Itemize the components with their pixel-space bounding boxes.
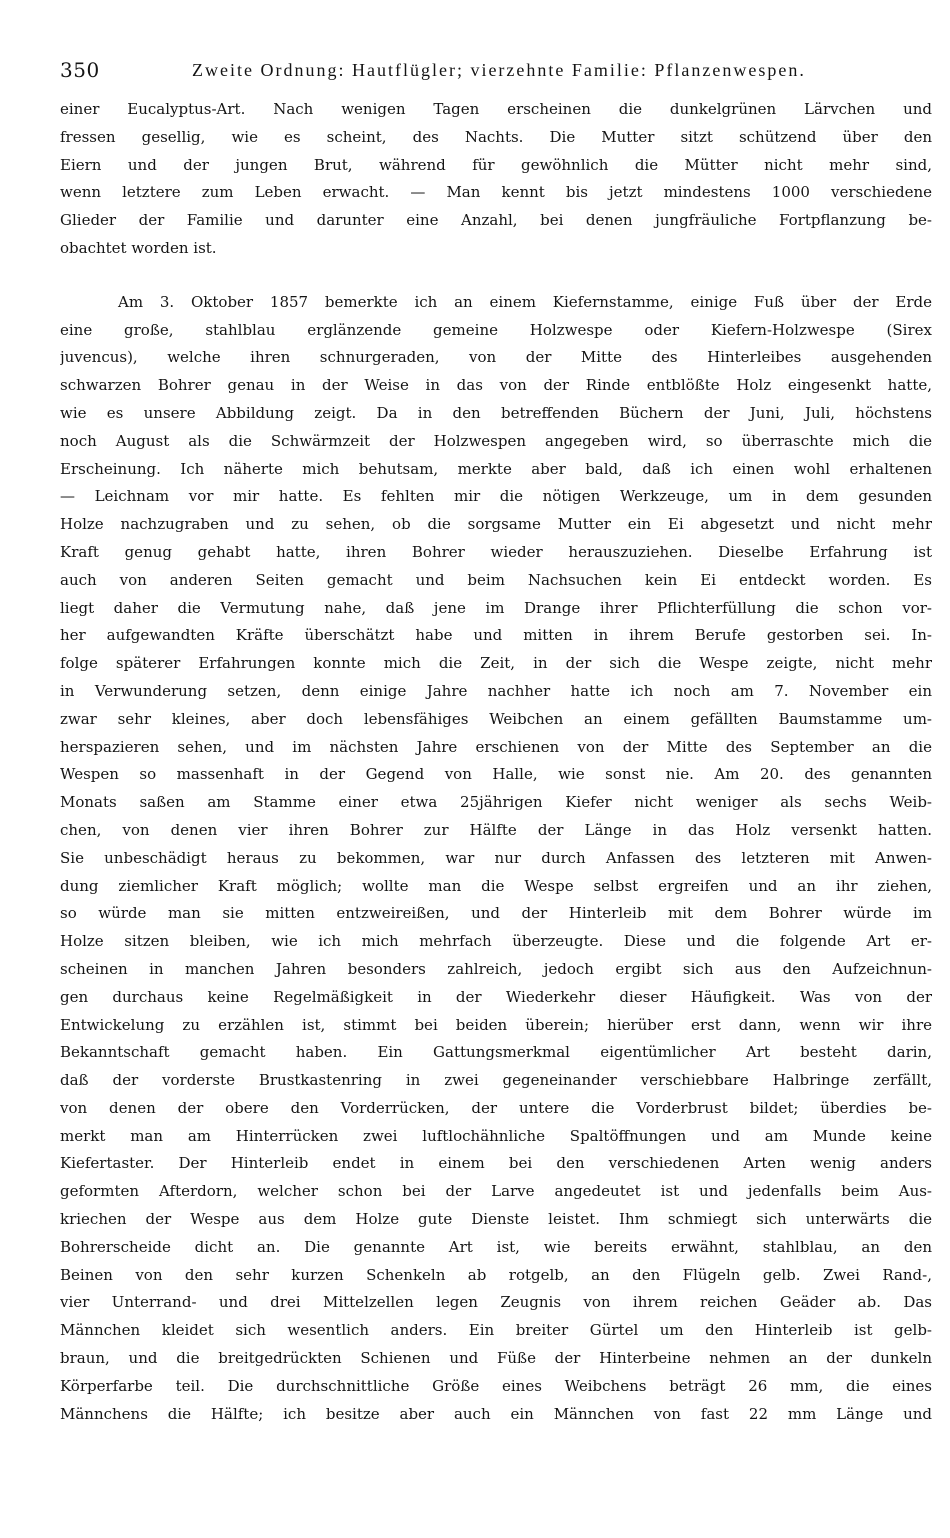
text-line: Bekanntschaft gemacht haben. Ein Gattungsmerkmal eigentümlicher Art besteht darin,: [60, 1043, 932, 1062]
text-line: Körperfarbe teil. Die durchschnittliche Größe eines Weibchens beträgt 26 mm, die eines: [60, 1376, 932, 1395]
text-line: juvencus), welche ihren schnurgeraden, von der Mitte des Hinterleibes ausgehenden: [60, 348, 932, 367]
page-number: 350: [60, 58, 100, 82]
text-line: Eiern und der jungen Brut, während für gewöhnlich die Mütter nicht mehr sind,: [60, 155, 932, 174]
text-line: Erscheinung. Ich näherte mich behutsam, merkte aber bald, daß ich einen wohl erhaltenen: [60, 459, 932, 478]
text-line: von denen der obere den Vorderrücken, der untere die Vorderbrust bildet; überdies be-: [60, 1098, 932, 1117]
text-line: braun, und die breitgedrückten Schienen und Füße der Hinterbeine nehmen an der dunkeln: [60, 1349, 932, 1368]
text-line: Wespen so massenhaft in der Gegend von Halle, wie sonst nie. Am 20. des genannten: [60, 765, 932, 784]
text-line: einer Eucalyptus-Art. Nach wenigen Tagen erscheinen die dunkelgrünen Lärvchen und: [60, 100, 932, 118]
text-line: Bohrerscheide dicht an. Die genannte Art ist, wie bereits erwähnt, stahlblau, an den: [60, 1237, 932, 1256]
text-line: her aufgewandten Kräfte überschätzt habe und mitten in ihrem Berufe gestorben sei. In-: [60, 626, 932, 645]
text-line: dung ziemlicher Kraft möglich; wollte man die Wespe selbst ergreifen und an ihr ziehen,: [60, 876, 932, 895]
text-line: — Leichnam vor mir hatte. Es fehlten mir die nötigen Werkzeuge, um in dem gesunden: [60, 487, 932, 506]
text-line: Sie unbeschädigt heraus zu bekommen, war nur durch Anfassen des letzteren mit Anwen-: [60, 848, 932, 867]
text-line: Männchens die Hälfte; ich besitze aber auch ein Männchen von fast 22 mm Länge und: [60, 1404, 932, 1423]
text-line: kriechen der Wespe aus dem Holze gute Dienste leistet. Ihm schmiegt sich unterwärts die: [60, 1210, 932, 1229]
text-line: geformten Afterdorn, welcher schon bei der Larve angedeutet ist und jedenfalls beim Aus-: [60, 1182, 932, 1201]
text-line: in Verwunderung setzen, denn einige Jahre nachher hatte ich noch am 7. November ein: [60, 681, 932, 700]
text-line: Kraft genug gehabt hatte, ihren Bohrer wieder herauszuziehen. Dieselbe Erfahrung ist: [60, 542, 932, 561]
text-line: Monats saßen am Stamme einer etwa 25jährigen Kiefer nicht weniger als sechs Weib-: [60, 793, 932, 812]
text-line: Glieder der Familie und darunter eine Anzahl, bei denen jungfräuliche Fortpflanzung be-: [60, 211, 932, 230]
text-line: herspazieren sehen, und im nächsten Jahre erschienen von der Mitte des September an die: [60, 737, 932, 756]
text-line: gen durchaus keine Regelmäßigkeit in der Wiederkehr dieser Häufigkeit. Was von der: [60, 987, 932, 1006]
text-line: fressen gesellig, wie es scheint, des Nachts. Die Mutter sitzt schützend über den: [60, 127, 932, 146]
text-line: Holze nachzugraben und zu sehen, ob die sorgsame Mutter ein Ei abgesetzt und nicht mehr: [60, 515, 932, 534]
text-line: folge späterer Erfahrungen konnte mich die Zeit, in der sich die Wespe zeigte, nicht mehr: [60, 654, 932, 673]
text-line: chen, von denen vier ihren Bohrer zur Hälfte der Länge in das Holz versenkt hatten.: [60, 820, 932, 839]
running-head: [60, 50, 932, 90]
paragraph-sirex: [60, 289, 932, 1429]
text-line: noch August als die Schwärmzeit der Holzwespen angegeben wird, so überraschte mich die: [60, 431, 932, 450]
text-line: liegt daher die Vermutung nahe, daß jene im Drange ihrer Pflichterfüllung die schon vor-: [60, 598, 932, 617]
text-line: daß der vorderste Brustkastenring in zwei gegeneinander verschiebbare Halbringe zerfällt,: [60, 1071, 932, 1090]
running-title: Zweite Ordnung: Hautflügler; vierzehnte Familie: Pflanzenwespen.: [192, 60, 806, 80]
text-line: eine große, stahlblau erglänzende gemeine Holzwespe oder Kiefern-Holzwespe (Sirex: [60, 320, 932, 339]
text-line: Entwickelung zu erzählen ist, stimmt bei beiden überein; hierüber erst dann, wenn wir ihre: [60, 1015, 932, 1034]
text-line: wenn letztere zum Leben erwacht. — Man kennt bis jetzt mindestens 1000 verschiedene: [60, 183, 932, 202]
text-line: Kiefertaster. Der Hinterleib endet in einem bei den verschiedenen Arten wenig anders: [60, 1154, 932, 1173]
text-line: schwarzen Bohrer genau in der Weise in das von der Rinde entblößte Holz eingesenkt hatte,: [60, 376, 932, 395]
text-line: scheinen in manchen Jahren besonders zahlreich, jedoch ergibt sich aus den Aufzeichnun-: [60, 959, 932, 978]
text-line: merkt man am Hinterrücken zwei luftlochähnliche Spaltöffnungen und am Munde keine: [60, 1126, 932, 1145]
text-line: zwar sehr kleines, aber doch lebensfähiges Weibchen an einem gefällten Baumstamme um-: [60, 709, 932, 728]
book-page: [60, 50, 932, 1428]
text-line: Holze sitzen bleiben, wie ich mich mehrfach überzeugte. Diese und die folgende Art er-: [60, 932, 932, 951]
text-line: Beinen von den sehr kurzen Schenkeln ab rotgelb, an den Flügeln gelb. Zwei Rand-,: [60, 1265, 932, 1284]
paragraph-continuation: [60, 96, 932, 263]
text-line: Am 3. Oktober 1857 bemerkte ich an einem Kiefernstamme, einige Fuß über der Erde: [118, 292, 932, 311]
text-line: vier Unterrand- und drei Mittelzellen legen Zeugnis von ihrem reichen Geäder ab. Das: [60, 1293, 932, 1312]
text-line: auch von anderen Seiten gemacht und beim Nachsuchen kein Ei entdeckt worden. Es: [60, 570, 932, 589]
text-line: obachtet worden ist.: [60, 238, 217, 257]
text-line: so würde man sie mitten entzweireißen, und der Hinterleib mit dem Bohrer würde im: [60, 904, 932, 923]
text-line: Männchen kleidet sich wesentlich anders. Ein breiter Gürtel um den Hinterleib ist gelb-: [60, 1321, 932, 1340]
text-line: wie es unsere Abbildung zeigt. Da in den betreffenden Büchern der Juni, Juli, höchstens: [60, 403, 932, 422]
